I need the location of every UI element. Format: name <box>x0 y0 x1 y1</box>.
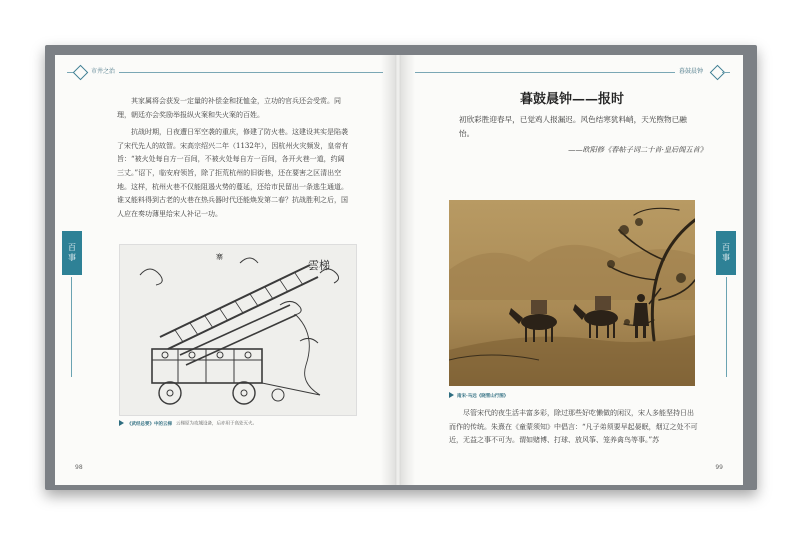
figure-inscription-small: 寨 <box>216 253 223 261</box>
left-page <box>55 55 395 485</box>
poem-attribution: ——欧阳修《春帖子词二十首·皇后阁五首》 <box>568 145 707 154</box>
side-rule <box>71 277 72 377</box>
yunti-ladder-woodcut <box>119 244 357 416</box>
paragraph: 尽管宋代的夜生活丰富多彩，除过那些好吃懒做的闲汉，宋人多能坚持日出而作的传统。朱熹在《童蒙须知》中倡言：“凡子弟须要早起晏眠，烟辽之处不可近，无益之事不可为。谓如赌博、打球、放风筝、笼养禽鸟等事。”苏 <box>449 409 698 445</box>
header-diamond-icon <box>73 65 89 81</box>
mayuan-painting <box>449 200 695 386</box>
running-header: 暮鼓晨钟 <box>679 68 704 75</box>
paragraph: 其家属将会获发一定量的补偿金和抚恤金，立功的官兵还会受赏。同理，朝廷亦会奖励举报纵火案和失火案的百姓。 <box>117 97 341 119</box>
page-number: 99 <box>715 464 723 471</box>
caption-title: 南宋·马远《晓雪山行图》 <box>457 393 509 399</box>
paragraph: 抗战时期，日夜遭日军空袭的重庆，修建了防火巷。这建设其实是陷袭了宋代先人的故智。宋高宗绍兴二年（1132年），因杭州火灾频发，皇帝有旨：“被火处每自方一百间，不被火处每自方一百间，各开火巷一道，约阔三丈。”诏下，临安府领旨，除了拒荒杭州的旧街巷，还在要害之区清出空地。这样，杭州火巷不仅能阻遏火势的蔓延，还给市民留出一条逃生通道。谁又能料得到古老的火巷在热兵器时代还能焕发第二春？抗战胜利之后，国人应在奏功薄里给宋人补记一功。 <box>117 128 349 218</box>
figure-caption <box>449 392 689 399</box>
header-rule <box>415 72 675 73</box>
header-rule <box>722 72 730 73</box>
caption-title: 《武经总要》中的云梯 <box>127 421 172 427</box>
page-number: 98 <box>75 464 83 471</box>
left-body-text <box>117 95 351 221</box>
right-page <box>401 55 743 485</box>
section-tab: 百事 <box>716 231 736 275</box>
epigraph-poem: 初欣彩胜迎春早，已觉鸡人报漏迟。风色结寒犹料峭，天光煦物已融怡。 <box>459 115 687 138</box>
right-body-text <box>449 407 699 448</box>
caption-marker-icon <box>449 392 454 398</box>
ladder-cart-illustration <box>120 245 356 415</box>
figure-inscription: 雲梯 <box>308 259 330 272</box>
chapter-title: 暮鼓晨钟——报时 <box>519 92 624 107</box>
header-rule <box>119 72 383 73</box>
running-header: 市井之治 <box>91 68 116 75</box>
section-tab: 百事 <box>62 231 82 275</box>
caption-marker-icon <box>119 420 124 426</box>
caption-text: 云梯原为攻城设备，后亦用于高处灭火。 <box>176 421 257 427</box>
side-rule <box>726 277 727 377</box>
figure-caption <box>119 420 359 427</box>
travelers-snow-landscape <box>449 200 695 386</box>
